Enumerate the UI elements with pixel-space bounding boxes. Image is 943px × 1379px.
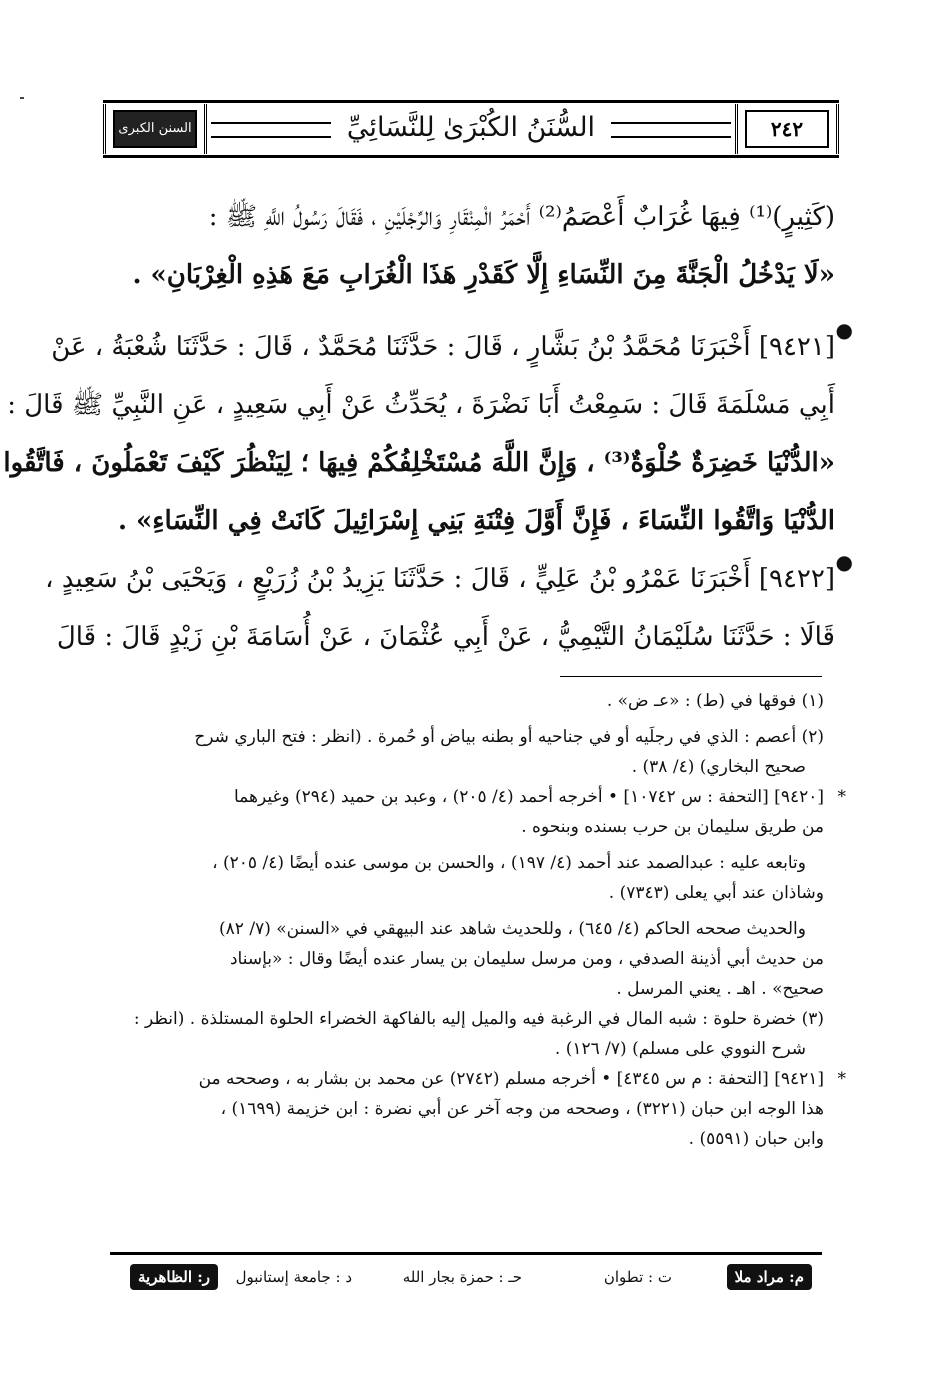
siglum-r: ر: الظاهرية <box>130 1264 218 1290</box>
footnote <box>96 686 824 716</box>
text-line: [٩٤٢١] أَخْبَرَنَا مُحَمَّدُ بْنُ بَشَّارٍ ، قَالَ : حَدَّثَنَا مُحَمَّدٌ ، قَالَ : حَدَّثَنَا شُعْبَةُ ، عَنْ <box>51 332 835 362</box>
hadith-9422 <box>45 550 853 666</box>
footnote-text: (٣) خضرة حلوة : شبه المال في الرغبة فيه والميل إليه بالفاكهة الخضراء الحلوة المستلذة . (انظر : <box>133 1009 824 1029</box>
main-text <box>95 188 835 304</box>
footnote <box>96 1004 824 1064</box>
siglum-m: م: مراد ملا <box>727 1264 812 1290</box>
footnote-text: والحديث صححه الحاكم (٤/ ٦٤٥) ، وللحديث شاهد عند البيهقي في «السنن» (٧/ ٨٢) <box>219 919 806 939</box>
footnote-text: وتابعه عليه : عبدالصمد عند أحمد (٤/ ١٩٧) ، والحسن بن موسى عنده أيضًا (٤/ ٢٠٥) ، <box>212 853 806 873</box>
takhrij-note <box>96 1064 846 1154</box>
page-number: ٢٤٢ <box>745 110 829 148</box>
scan-mark <box>20 97 24 99</box>
header-scroll-right <box>611 122 731 138</box>
footnote-continuation: وشاذان عند أبي يعلى (٧٣٤٣) . <box>608 883 824 903</box>
footnote-text: (٢) أعصم : الذي في رجلَيه أو في جناحيه أو بطنه بياض أو حُمرة . (انظر : فتح الباري شرح <box>194 727 824 747</box>
asterisk-icon: * <box>837 787 846 807</box>
footnote-continuation: من طريق سليمان بن حرب بسنده وبنحوه . <box>521 817 824 837</box>
footnote-text: [٩٤٢١] [التحفة : م س ٤٣٤٥] • أخرجه مسلم (٢٧٤٢) عن محمد بن بشار به ، وصححه من <box>198 1069 824 1089</box>
footnote-continuation: صحيح» . اهـ . يعني المرسل . <box>616 979 824 999</box>
text-line: أَبِي مَسْلَمَةَ قَالَ : سَمِعْتُ أَبَا نَضْرَةَ ، يُحَدِّثُ عَنْ أَبِي سَعِيدٍ ، عَنِ النَّبِيِّ ﷺ قَالَ : <box>7 390 835 420</box>
siglum-h: حـ : حمزة بجار الله <box>402 1268 522 1286</box>
header-bottom-rule <box>103 155 839 158</box>
footnotes <box>96 686 846 1154</box>
footnote-continuation: شرح النووي على مسلم) (٧/ ١٢٦) . <box>554 1039 806 1059</box>
footnote-divider <box>560 676 822 677</box>
footnote-text: [٩٤٢٠] [التحفة : س ١٠٧٤٢] • أخرجه أحمد (٤/ ٢٠٥) ، وعبد بن حميد (٢٩٤) وغيرهما <box>233 787 824 807</box>
header-scroll-left <box>211 122 331 138</box>
text-line: (كَثِيرٍ)⁽¹⁾ فِيهَا غُرَابٌ أَعْصَمُ⁽²⁾ أَحْمَرُ الْمِنْقَارِ وَالرِّجْلَيْنِ ، فَقَالَ رَسُولُ اللَّهِ ﷺ : <box>208 202 835 232</box>
emblem-label: السنن الكبرى <box>113 110 197 148</box>
footnote-continuation: من حديث أبي أذينة الصدفي ، ومن مرسل سليمان بن يسار عنده أيضًا وقال : «بإسناد <box>229 949 824 969</box>
page-number-ornament <box>735 104 839 154</box>
siglum-d: د : جامعة إستانبول <box>235 1268 352 1286</box>
asterisk-icon: * <box>837 1069 846 1089</box>
page-header <box>103 100 839 158</box>
header-top-rule <box>103 100 839 103</box>
footer-rule <box>110 1252 822 1255</box>
text-line: «الدُّنْيَا خَضِرَةٌ حُلْوَةٌ⁽³⁾ ، وَإِنَّ اللَّهَ مُسْتَخْلِفُكُمْ فِيهَا ؛ لِيَنْظُرَ كَيْفَ تَعْمَلُونَ ، فَاتَّقُوا <box>3 448 835 478</box>
footnote-continuation: صحيح البخاري) (٤/ ٣٨) . <box>631 757 806 777</box>
text-line: «لَا يَدْخُلُ الْجَنَّةَ مِنَ النِّسَاءِ إِلَّا كَقَدْرِ هَذَا الْغُرَابِ مَعَ هَذِهِ الْغِرْبَانِ» . <box>132 260 835 290</box>
bullet-icon: ● <box>835 550 853 574</box>
footnote <box>96 722 824 782</box>
text-line: قَالَا : حَدَّثَنَا سُلَيْمَانُ التَّيْمِيُّ ، عَنْ أَبِي عُثْمَانَ ، عَنْ أُسَامَةَ بْنِ زَيْدٍ قَالَ : قَالَ <box>56 622 835 652</box>
footnote-continuation: هذا الوجه ابن حبان (٣٢٢١) ، وصححه من وجه آخر عن أبي نضرة : ابن خزيمة (١٦٩٩) ، <box>220 1099 824 1119</box>
takhrij-note <box>96 848 824 908</box>
bullet-icon: ● <box>835 318 853 342</box>
text-line: [٩٤٢٢] أَخْبَرَنَا عَمْرُو بْنُ عَلِيٍّ ، قَالَ : حَدَّثَنَا يَزِيدُ بْنُ زُرَيْعٍ ، وَيَحْيَى بْنُ سَعِيدٍ ، <box>45 564 835 594</box>
book-title: السُّنَنُ الكُبْرَىٰ لِلنَّسَائِيِّ <box>346 112 596 143</box>
takhrij-note <box>96 782 846 842</box>
emblem-ornament <box>103 104 207 154</box>
takhrij-note <box>96 914 824 1004</box>
footnote-text: (١) فوقها في (ط) : «عـ ض» . <box>606 691 824 711</box>
manuscript-sigla <box>110 1262 822 1292</box>
ornament-edge-right <box>826 104 839 154</box>
siglum-t: ت : تطوان <box>603 1268 672 1286</box>
hadith-9421 <box>3 318 853 550</box>
text-line: الدُّنْيَا وَاتَّقُوا النِّسَاءَ ، فَإِنَّ أَوَّلَ فِتْنَةِ بَنِي إِسْرَائِيلَ كَانَتْ فِي النِّسَاءِ» . <box>117 506 835 536</box>
ornament-edge-right <box>194 104 207 154</box>
footnote-continuation: وابن حبان (٥٥٩١) . <box>688 1129 824 1149</box>
